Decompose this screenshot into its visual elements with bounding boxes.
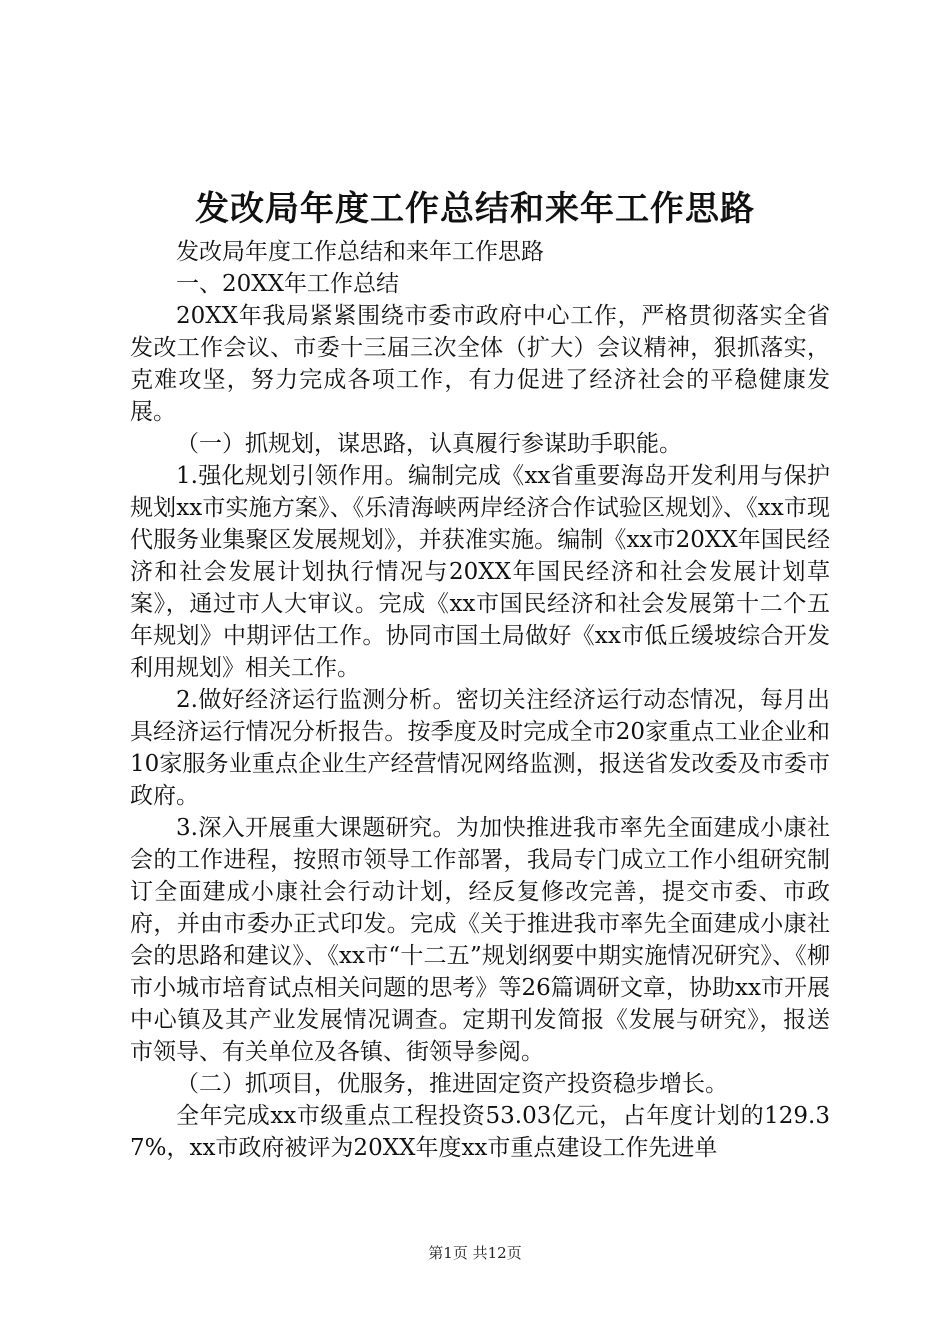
document-body — [130, 236, 830, 1164]
document-title: 发改局年度工作总结和来年工作思路 — [195, 189, 755, 229]
page-footer: 第1页 共12页 — [428, 1244, 522, 1262]
section-heading-summary: 一、20XX年工作总结 — [176, 271, 400, 297]
subsection-heading-projects: （二）抓项目，优服务，推进固定资产投资稳步增长。 — [176, 1071, 728, 1097]
paragraph-item-2: 2.做好经济运行监测分析。密切关注经济运行动态情况，每月出具经济运行情况分析报告。按季度及时完成全市20家重点工业企业和10家服务业重点企业生产经营情况网络监测，报送省发改委及市委市政府。 — [130, 687, 830, 809]
paragraph-item-1: 1.强化规划引领作用。编制完成《xx省重要海岛开发利用与保护规划xx市实施方案》、《乐清海峡两岸经济合作试验区规划》、《xx市现代服务业集聚区发展规划》，并获准实施。编制《xx市20XX年国民经济和社会发展计划执行情况与20XX年国民经济和社会发展计划草案》，通过市人大审议。完成《xx市国民经济和社会发展第十二个五年规划》中期评估工作。协同市国土局做好《xx市低丘缓坡综合开发利用规划》相关工作。 — [130, 463, 830, 681]
paragraph-intro: 20XX年我局紧紧围绕市委市政府中心工作，严格贯彻落实全省发改工作会议、市委十三届三次全体（扩大）会议精神，狠抓落实，克难攻坚，努力完成各项工作，有力促进了经济社会的平稳健康发展。 — [130, 303, 830, 425]
subsection-heading-planning: （一）抓规划，谋思路，认真履行参谋助手职能。 — [176, 431, 682, 457]
paragraph-investment: 全年完成xx市级重点工程投资53.03亿元，占年度计划的129.37%，xx市政府被评为20XX年度xx市重点建设工作先进单 — [130, 1103, 830, 1161]
paragraph-item-3: 3.深入开展重大课题研究。为加快推进我市率先全面建成小康社会的工作进程，按照市领导工作部署，我局专门成立工作小组研究制订全面建成小康社会行动计划，经反复修改完善，提交市委、市政府，并由市委办正式印发。完成《关于推进我市率先全面建成小康社会的思路和建议》、《xx市“十二五”规划纲要中期实施情况研究》、《柳市小城市培育试点相关问题的思考》等26篇调研文章，协助xx市开展中心镇及其产业发展情况调查。定期刊发简报《发展与研究》，报送市领导、有关单位及各镇、街领导参阅。 — [130, 815, 830, 1065]
paragraph-subtitle: 发改局年度工作总结和来年工作思路 — [176, 239, 544, 265]
